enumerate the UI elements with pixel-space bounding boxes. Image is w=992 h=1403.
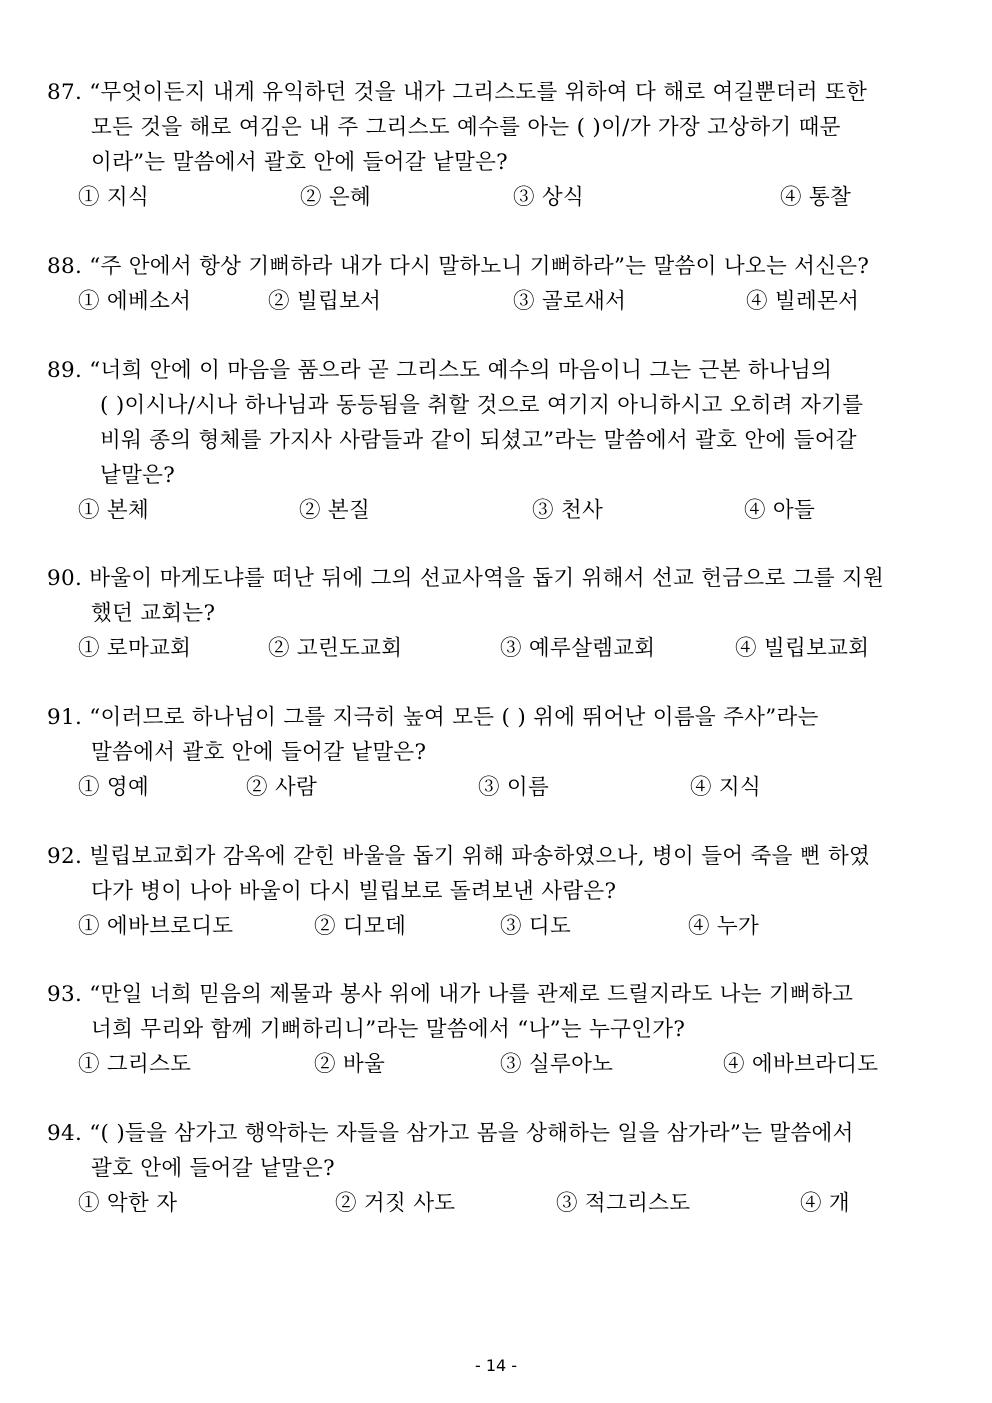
question-text-line: 92. 빌립보교회가 감옥에 갇힌 바울을 돕기 위해 파송하였으나, 병이 들어 죽을 뻔 하였 xyxy=(47,844,871,869)
question-text-line: 90. 바울이 마게도냐를 떠난 뒤에 그의 선교사역을 돕기 위해서 선교 헌금으로 그를 지원 xyxy=(47,566,885,591)
option-3: ③ 골로새서 xyxy=(513,289,627,314)
question-text-line: 88. “주 안에서 항상 기뻐하라 내가 다시 말하노니 기뻐하라”는 말씀이 나오는 서신은? xyxy=(47,254,870,279)
question-text-line: 87. “무엇이든지 내게 유익하던 것을 내가 그리스도를 위하여 다 해로 여길뿐더러 또한 xyxy=(47,80,868,105)
option-4: ④ 누가 xyxy=(688,914,760,939)
option-2: ② 빌립보서 xyxy=(268,289,382,314)
option-2: ② 바울 xyxy=(314,1052,386,1077)
option-2: ② 거짓 사도 xyxy=(335,1191,456,1216)
option-4: ④ 빌레몬서 xyxy=(746,289,860,314)
question-text-line: 93. “만일 너희 믿음의 제물과 봉사 위에 내가 나를 관제로 드릴지라도 나는 기뻐하고 xyxy=(47,982,854,1007)
option-2: ② 고린도교회 xyxy=(268,636,403,661)
question-text-line: 91. “이러므로 하나님이 그를 지극히 높여 모든 ( ) 위에 뛰어난 이름을 주사”라는 xyxy=(47,705,819,730)
option-4: ④ 에바브라디도 xyxy=(723,1052,879,1077)
option-1: ① 로마교회 xyxy=(78,636,192,661)
option-2: ② 디모데 xyxy=(314,914,407,939)
question-text-line: 말씀에서 괄호 안에 들어갈 낱말은? xyxy=(91,740,427,765)
question-text-line: 이라”는 말씀에서 괄호 안에 들어갈 낱말은? xyxy=(91,150,508,175)
question-text-line: 비워 종의 형체를 가지사 사람들과 같이 되셨고”라는 말씀에서 괄호 안에 들어갈 xyxy=(100,428,857,453)
option-3: ③ 천사 xyxy=(532,498,604,523)
question-text-line: 모든 것을 해로 여김은 내 주 그리스도 예수를 아는 ( )이/가 가장 고상하기 때문 xyxy=(91,115,841,140)
question-text-line: 89. “너희 안에 이 마음을 품으라 곧 그리스도 예수의 마음이니 그는 근본 하나님의 xyxy=(47,358,833,383)
option-1: ① 지식 xyxy=(78,185,150,210)
question-text-line: 했던 교회는? xyxy=(91,601,216,626)
option-2: ② 사람 xyxy=(246,775,318,800)
option-3: ③ 예루살렘교회 xyxy=(500,636,656,661)
question-text-line: ( )이시나/시나 하나님과 동등됨을 취할 것으로 여기지 아니하시고 오히려 자기를 xyxy=(100,393,864,418)
option-1: ① 본체 xyxy=(78,498,150,523)
option-1: ① 영예 xyxy=(78,775,150,800)
question-text-line: 너희 무리와 함께 기뻐하리니”라는 말씀에서 “나”는 누구인가? xyxy=(91,1017,686,1042)
option-2: ② 은혜 xyxy=(300,185,372,210)
option-1: ① 그리스도 xyxy=(78,1052,192,1077)
option-2: ② 본질 xyxy=(299,498,371,523)
option-4: ④ 개 xyxy=(800,1191,851,1216)
option-1: ① 에바브로디도 xyxy=(78,914,234,939)
option-4: ④ 빌립보교회 xyxy=(735,636,870,661)
question-text-line: 낱말은? xyxy=(100,463,176,488)
option-4: ④ 아들 xyxy=(744,498,816,523)
option-4: ④ 통찰 xyxy=(780,185,852,210)
option-3: ③ 상식 xyxy=(513,185,585,210)
option-1: ① 에베소서 xyxy=(78,289,192,314)
page-number: - 14 - xyxy=(474,1356,518,1375)
option-3: ③ 실루아노 xyxy=(500,1052,614,1077)
option-4: ④ 지식 xyxy=(690,775,762,800)
option-3: ③ 디도 xyxy=(500,914,572,939)
question-text-line: 94. “( )들을 삼가고 행악하는 자들을 삼가고 몸을 상해하는 일을 삼가라”는 말씀에서 xyxy=(47,1121,854,1146)
option-3: ③ 적그리스도 xyxy=(556,1191,691,1216)
option-1: ① 악한 자 xyxy=(78,1191,178,1216)
option-3: ③ 이름 xyxy=(478,775,550,800)
question-text-line: 다가 병이 나아 바울이 다시 빌립보로 돌려보낸 사람은? xyxy=(91,879,617,904)
question-text-line: 괄호 안에 들어갈 낱말은? xyxy=(91,1156,335,1181)
